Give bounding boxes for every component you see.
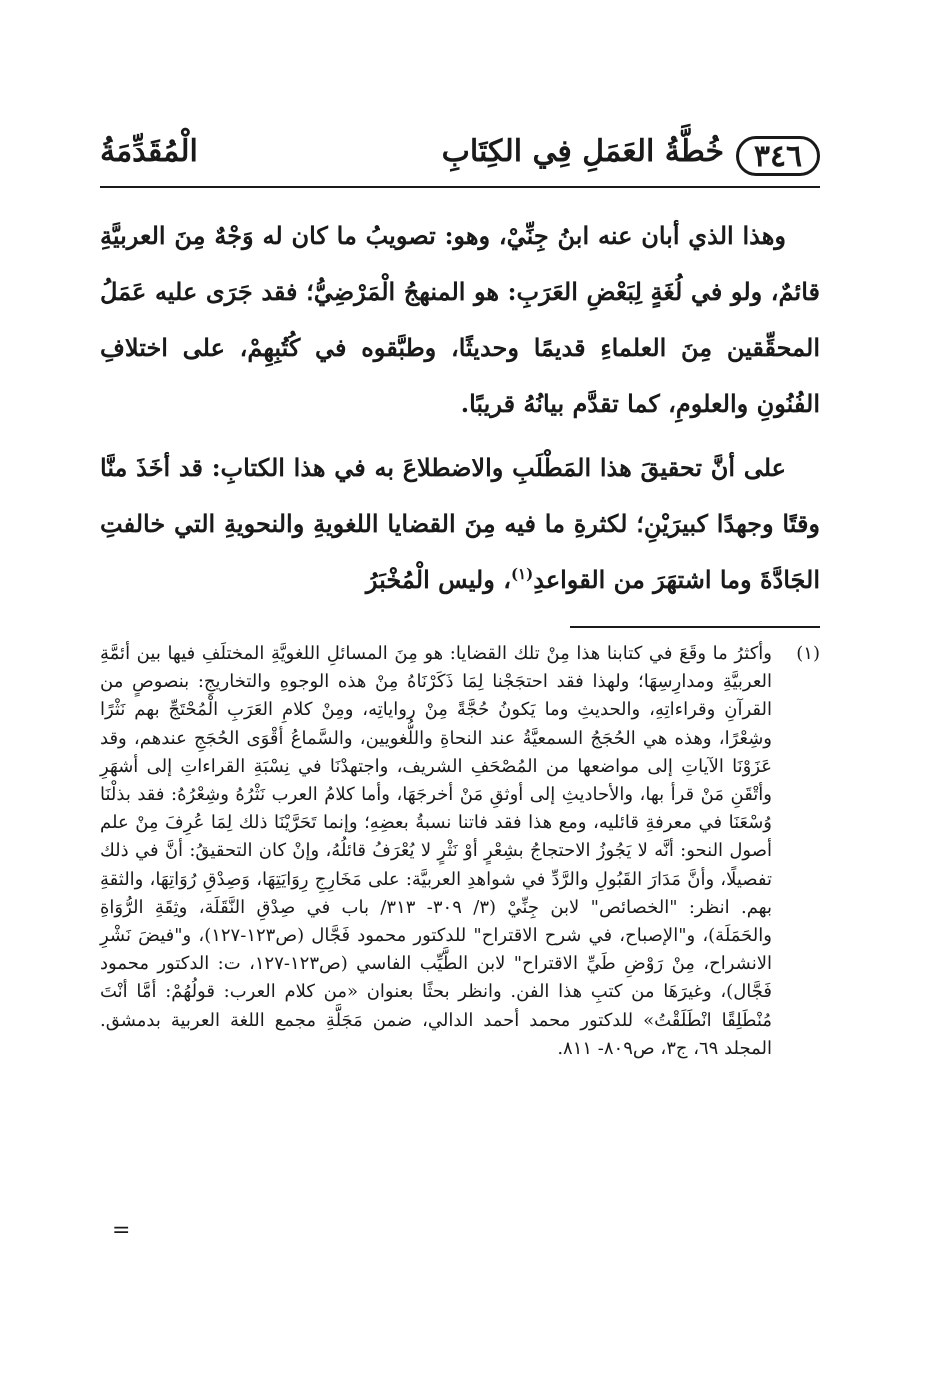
main-text <box>100 208 820 608</box>
section-title: الْمُقَدِّمَةُ <box>100 134 198 169</box>
header-rule <box>100 186 820 188</box>
chapter-title: خُطَّةُ العَمَلِ فِي الكِتَابِ <box>441 134 724 169</box>
footnote-marker: (١) <box>510 565 534 583</box>
footnote-separator <box>570 626 820 628</box>
footnote-1 <box>100 640 820 1063</box>
paragraph-2 <box>100 440 820 608</box>
continuation-mark: = <box>112 1218 131 1243</box>
page-number: ٣٤٦ <box>736 136 820 176</box>
paragraph-2-text-after: ، وليس الْمُخْبَرُ <box>365 565 511 594</box>
page-header <box>100 130 820 186</box>
footnote-number: (١) <box>796 643 820 664</box>
footnote-text: وأكثرُ ما وقَعَ في كتابنا هذا مِنْ تلك القضايا: هو مِنَ المسائلِ اللغويَّةِ المختلَفِ فيها بين أئمَّةِ العربيَّةِ ومدارِسِهَا؛ ولهذا فقد احتجَجْنا لِمَا ذَكَرْنَاهُ مِنْ هذه الوجوهِ والتخاريجِ: بنصوصٍ من القرآنِ وقراءاتِهِ، والحديثِ وما يَكونُ حُجَّةً مِنْ رواياتِه، ومِنْ كلامِ العَرَبِ الْمُحْتَجِّ بهم نَثْرًا وشِعْرًا، وهذه هي الحُجَجُ السمعيَّةُ عند النحاةِ واللُّغويين، والسَّماعُ أقْوَى الحُجَجِ عندهم، وقد عَزَوْنَا الآياتِ إلى مواضعها من المُصْحَفِ الشريف، واجتهدْنَا في نِسْبَةِ القراءاتِ إلى أشهَرِ وأتْقَنِ مَنْ قرأ بها، والأحاديثِ إلى أوثقِ مَنْ أخرجَهَا، وأما كلامُ العرب نَثْرُهُ وشِعْرُهُ: فقد بذلْنَا وُسْعَنَا في معرفةِ قائليه، ومع هذا فقد فاتنا نسبةُ بعضِهِ؛ وإنما تَحَرَّيْنَا ذلك لِمَا عُرِفَ مِنْ علم أصول النحو: أنَّه لا يَجُوزُ الاحتجاجُ بشِعْرٍ أوْ نَثْرٍ لا يُعْرَفُ قائلُهُ، وإنْ كان التحقيقُ: أنَّ في ذلك تفصيلًا، وأنَّ مَدَارَ القَبُولِ والرَّدِّ في شواهدِ العربيَّة: على مَخَارِجِ رِوَايَتِهَا، وَصِدْقِ رُوَاتِهَا، والثقةِ بهم. انظر: "الخصائص" لابن جِنِّيْ (٣/ ٣٠٩- ٣١٣/ باب في صِدْقِ النَّقَلَة، وثِقَةِ الرُّوَاةِ والحَمَلَة)، و"الإصباح، في شرح الاقتراح" للدكتور محمود فَجَّال (ص١٢٣-١٢٧)، و"فيضَ نَشْرِ الانشراح، مِنْ رَوْضِ طَيِّ الاقتراح" لابن الطَّيِّب الفاسي (ص١٢٣-١٢٧، ت: الدكتور محمود فَجَّال)، وغيرَهَا من كتبِ هذا الفن. وانظر بحثًا بعنوان «من كلام العرب: قولُهُمْ: أمَّا أنْتَ مُنْطَلِقًا انْطَلَقْتُ» للدكتور محمد أحمد الدالي، ضمن مَجَلَّةِ مجمع اللغة العربية بدمشق. المجلد ٦٩، ج٣، ص٨٠٩- ٨١١. <box>100 643 772 1059</box>
paragraph-1: وهذا الذي أبان عنه ابنُ جِنِّيْ، وهو: تصويبُ ما كان له وَجْهٌ مِنَ العربيَّةِ قائمٌ، ولو في لُغَةٍ لِبَعْضِ العَرَبِ: هو المنهجُ الْمَرْضِيُّ؛ فقد جَرَى عليه عَمَلُ المحقِّقين مِنَ العلماءِ قديمًا وحديثًا، وطبَّقوه في كُتُبِهِمْ، على اختلافِ الفُنُونِ والعلومِ، كما تقدَّم بيانُهُ قريبًا. <box>100 221 820 418</box>
footnotes <box>100 640 820 1063</box>
paragraph-2-text: على أنَّ تحقيقَ هذا المَطْلَبِ والاضطلاعَ به في هذا الكتابِ: قد أخَذَ منَّا وقتًا وجهدًا كبيرَيْنِ؛ لكثرةِ ما فيه مِنَ القضايا اللغويةِ والنحويةِ التي خالفتِ الجَادَّةَ وما اشتهَرَ من القواعدِ <box>100 453 820 594</box>
